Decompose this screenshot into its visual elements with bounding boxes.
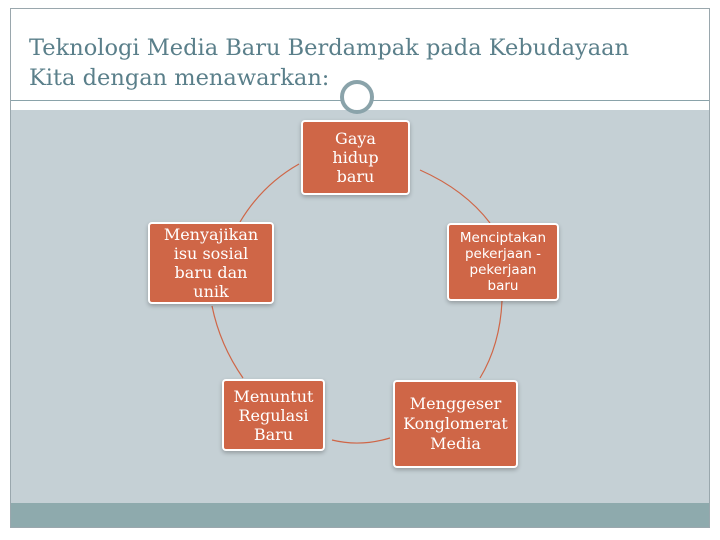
node-line: Baru [253,424,294,444]
cycle-node-menciptakan-pekerjaan [447,223,559,301]
arc-top-left [240,164,299,222]
node-line: Media [430,434,481,453]
node-line: pekerjaan - [464,246,542,262]
node-line: Menggeser [409,394,502,413]
node-line: isu sosial [173,244,249,263]
cycle-node-menyajikan-isu [148,222,274,304]
node-line: Gaya [335,129,376,148]
cycle-node-gaya-hidup-baru [301,120,410,195]
node-line: hidup [332,148,379,167]
cycle-node-menggeser-konglomerat [393,380,518,468]
arc-left [212,306,243,378]
arc-top-right [420,170,490,223]
slide-title-line-1: Teknologi Media Baru Berdampak pada Kebudayaan [29,35,630,61]
node-line: baru dan [174,263,248,282]
arc-right [480,301,502,378]
node-line: Konglomerat [403,414,508,433]
node-line: Menciptakan [459,230,547,246]
node-line: Regulasi [238,405,309,425]
node-line: Menuntut [233,386,314,406]
node-line: Menyajikan [163,225,259,244]
node-line: baru [336,167,375,186]
node-line: unik [193,282,229,301]
node-line: pekerjaan [469,262,537,278]
arc-bottom [332,438,390,443]
cycle-node-menuntut-regulasi [222,379,325,451]
node-line: baru [487,278,519,294]
slide-title-line-2: Kita dengan menawarkan: [29,65,330,91]
